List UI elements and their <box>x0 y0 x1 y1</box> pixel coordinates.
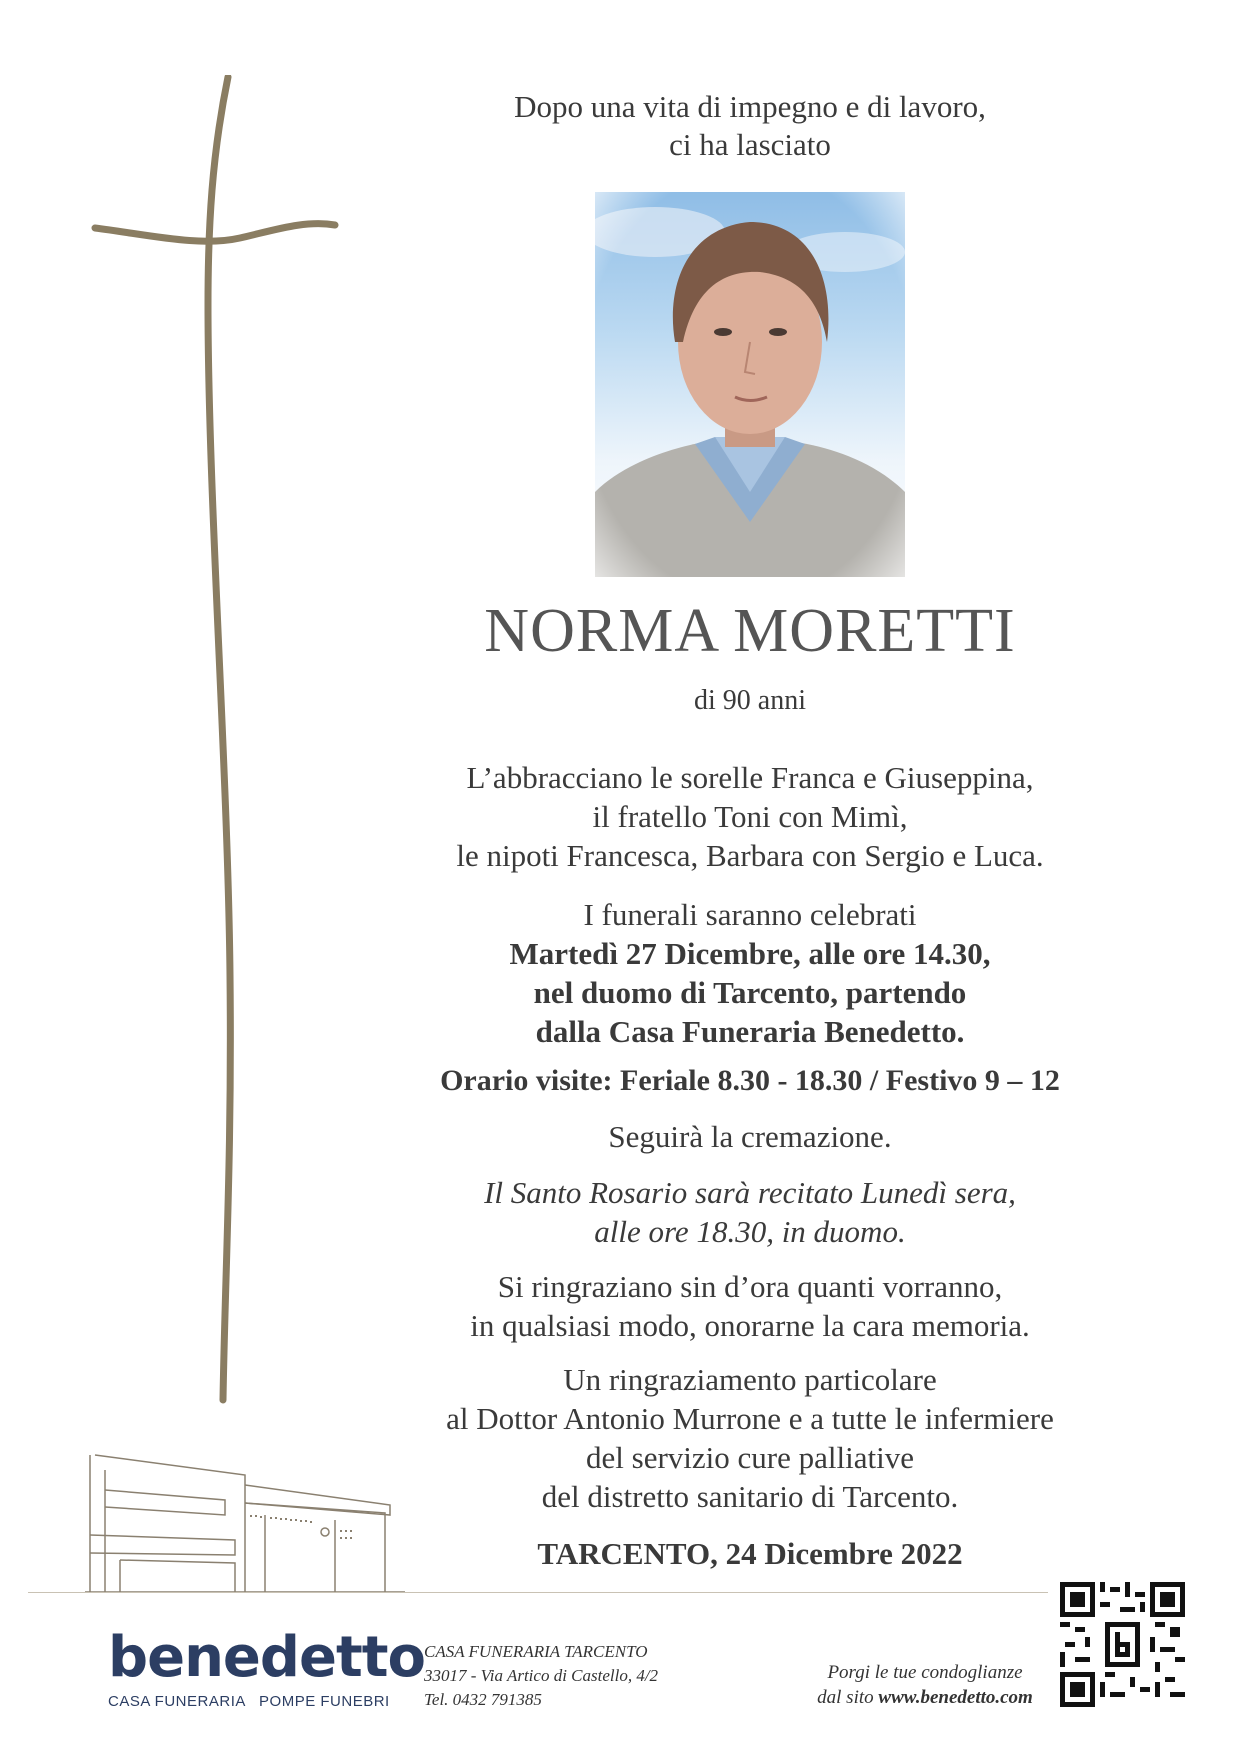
logo-subtitle: CASA FUNERARIA POMPE FUNEBRI <box>108 1693 390 1710</box>
building-illustration <box>85 1445 405 1593</box>
thanks-note: Si ringraziano sin d’ora quanti vorranno, in qualsiasi modo, onorarne la cara memoria. <box>470 1269 1030 1343</box>
condolences-note: Porgi le tue condoglianze dal sito www.benedetto.com <box>817 1662 1033 1708</box>
deceased-name: NORMA MORETTI <box>484 597 1016 665</box>
special-thanks: Un ringraziamento particolare al Dottor Antonio Murrone e a tutte le infermiere del servizio cure palliative del distretto sanitario di Tarcento. <box>446 1362 1054 1514</box>
intro-text: Dopo una vita di impegno e di lavoro, ci ha lasciato <box>514 89 986 162</box>
portrait-photo <box>595 192 905 577</box>
rosary-note: Il Santo Rosario sarà recitato Lunedì sera, alle ore 18.30, in duomo. <box>484 1175 1016 1249</box>
footer-divider <box>28 1592 1048 1593</box>
qr-code-icon[interactable] <box>1060 1582 1185 1707</box>
funeral-details: I funerali saranno celebrati Martedì 27 Dicembre, alle ore 14.30, nel duomo di Tarcento, partendo dalla Casa Funeraria Benedetto. <box>509 897 991 1049</box>
funeral-home-address: CASA FUNERARIA TARCENTO 33017 - Via Artico di Castello, 4/2 Tel. 0432 791385 <box>424 1642 659 1709</box>
website-link[interactable]: www.benedetto.com <box>878 1687 1033 1708</box>
family-announcement: L’abbracciano le sorelle Franca e Giuseppina, il fratello Toni con Mimì, le nipoti Francesca, Barbara con Sergio e Luca. <box>456 760 1044 873</box>
cremation-note: Seguirà la cremazione. <box>608 1119 892 1154</box>
benedetto-logo: benedetto <box>108 1625 425 1690</box>
place-date: TARCENTO, 24 Dicembre 2022 <box>537 1536 963 1571</box>
visiting-hours: Orario visite: Feriale 8.30 - 18.30 / Festivo 9 – 12 <box>440 1064 1060 1097</box>
cross-icon <box>90 75 350 1405</box>
deceased-age: di 90 anni <box>694 685 806 716</box>
